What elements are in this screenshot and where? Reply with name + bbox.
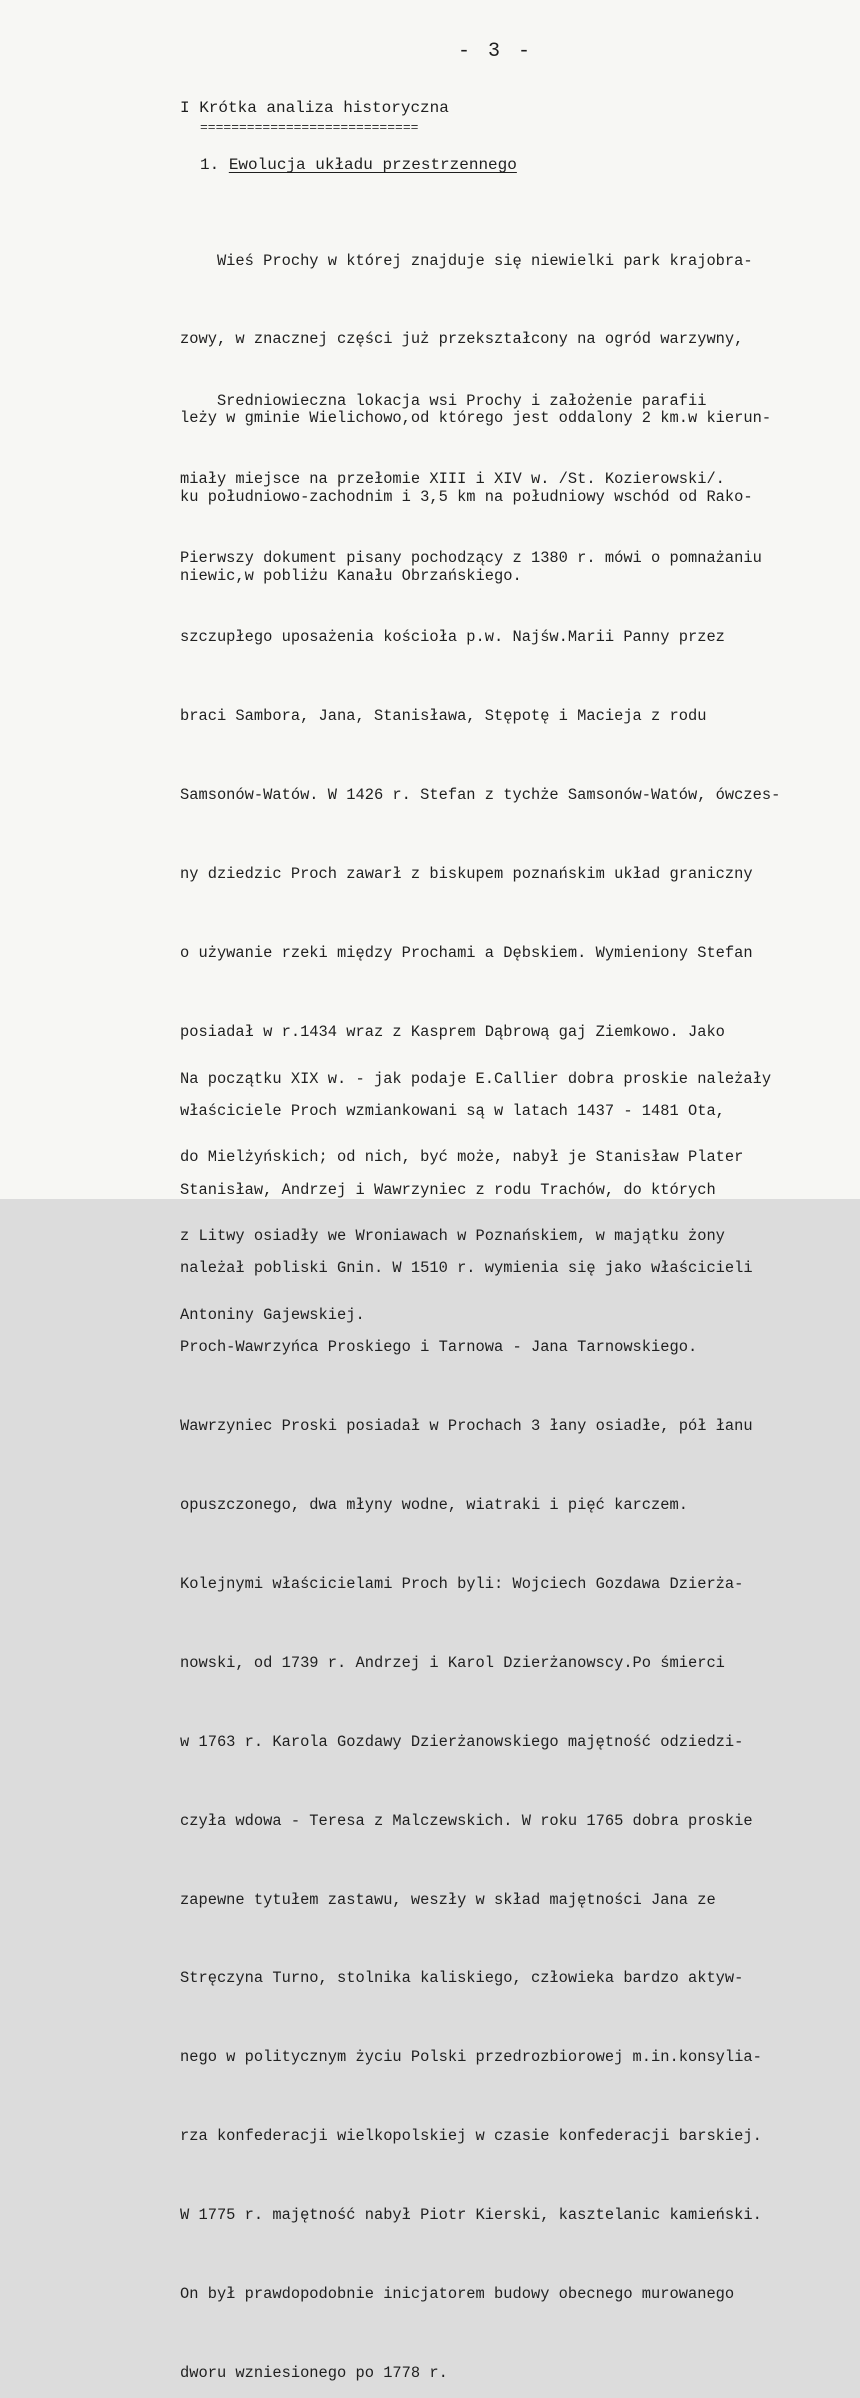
text-line: Antoniny Gajewskiej. bbox=[180, 1306, 365, 1325]
text-line: z Litwy osiadły we Wroniawach w Poznańskiem, w majątku żony bbox=[180, 1227, 725, 1246]
text-line: posiadał w r.1434 wraz z Kasprem Dąbrową gaj Ziemkowo. Jako bbox=[180, 1022, 725, 1041]
text-line: rza konfederacji wielkopolskiej w czasie konfederacji barskiej. bbox=[180, 2127, 762, 2146]
page-number: - 3 - bbox=[458, 40, 534, 63]
text-line: niewic,w pobliżu Kanału Obrzańskiego. bbox=[180, 567, 522, 586]
text-line: nego w politycznym życiu Polski przedrozbiorowej m.in.konsylia- bbox=[180, 2048, 762, 2067]
subsection-title: Ewolucja układu przestrzennego bbox=[228, 156, 517, 174]
text-line: w 1763 r. Karola Gozdawy Dzierżanowskiego majętność odziedzi- bbox=[180, 1732, 744, 1751]
text-line: zapewne tytułem zastawu, weszły w skład majętności Jana ze bbox=[180, 1890, 716, 1909]
text-line: opuszczonego, dwa młyny wodne, wiatraki i pięć karczem. bbox=[180, 1496, 688, 1515]
text-line: właściciele Proch wzmiankowani są w latach 1437 - 1481 Ota, bbox=[180, 1101, 725, 1120]
text-line: ny dziedzic Proch zawarł z biskupem poznańskim układ graniczny bbox=[180, 864, 753, 883]
subsection-number: 1. bbox=[200, 156, 220, 174]
text-line: dworu wzniesionego po 1778 r. bbox=[180, 2363, 448, 2382]
text-line: Na początku XIX w. - jak podaje E.Callier dobra proskie należały bbox=[180, 1069, 772, 1088]
text-line: Wawrzyniec Proski posiadał w Prochach 3 łany osiadłe, pół łanu bbox=[180, 1417, 753, 1436]
text-line: miały miejsce na przełomie XIII i XIV w. /St. Kozierowski/. bbox=[180, 470, 725, 489]
text-line: do Mielżyńskich; od nich, być może, nabył je Stanisław Plater bbox=[180, 1148, 744, 1167]
text-line: zowy, w znacznej części już przekształcony na ogród warzywny, bbox=[180, 330, 744, 349]
text-line: Stanisław, Andrzej i Wawrzyniec z rodu Trachów, do których bbox=[180, 1180, 716, 1199]
text-line: Pierwszy dokument pisany pochodzący z 1380 r. mówi o pomnażaniu bbox=[180, 549, 762, 568]
text-line: Stręczyna Turno, stolnika kaliskiego, człowieka bardzo aktyw- bbox=[180, 1969, 744, 1988]
text-line: W 1775 r. majętność nabył Piotr Kierski, kasztelanic kamieński. bbox=[180, 2206, 762, 2225]
section-heading: I Krótka analiza historyczna bbox=[180, 99, 449, 117]
text-line: Kolejnymi właścicielami Proch byli: Wojciech Gozdawa Dzierża- bbox=[180, 1574, 744, 1593]
text-line: ku południowo-zachodnim i 3,5 km na południowy wschód od Rako- bbox=[180, 488, 753, 507]
text-line: Samsonów-Watów. W 1426 r. Stefan z tychże Samsonów-Watów, ówczes- bbox=[180, 786, 781, 805]
subsection-heading bbox=[200, 156, 517, 174]
text-line: leży w gminie Wielichowo,od którego jest oddalony 2 km.w kierun- bbox=[180, 409, 772, 428]
text-line: Sredniowieczna lokacja wsi Prochy i założenie parafii bbox=[180, 391, 707, 410]
text-line: On był prawdopodobnie inicjatorem budowy obecnego murowanego bbox=[180, 2284, 735, 2303]
paragraph-nineteenth-century bbox=[180, 1013, 771, 1381]
text-line: nowski, od 1739 r. Andrzej i Karol Dzierżanowscy.Po śmierci bbox=[180, 1653, 725, 1672]
text-line: szczupłego uposażenia kościoła p.w. Najśw.Marii Panny przez bbox=[180, 628, 725, 647]
section-heading-rule: ============================ bbox=[200, 120, 419, 135]
text-line: czyła wdowa - Teresa z Malczewskich. W roku 1765 dobra proskie bbox=[180, 1811, 753, 1830]
text-line: należał pobliski Gnin. W 1510 r. wymienia się jako właścicieli bbox=[180, 1259, 753, 1278]
text-line: o używanie rzeki między Prochami a Dębskiem. Wymieniony Stefan bbox=[180, 943, 753, 962]
text-line: Wieś Prochy w której znajduje się niewielki park krajobra- bbox=[180, 251, 753, 270]
text-line: braci Sambora, Jana, Stanisława, Stępotę i Macieja z rodu bbox=[180, 707, 707, 726]
text-line: Proch-Wawrzyńca Proskiego i Tarnowa - Jana Tarnowskiego. bbox=[180, 1338, 698, 1357]
